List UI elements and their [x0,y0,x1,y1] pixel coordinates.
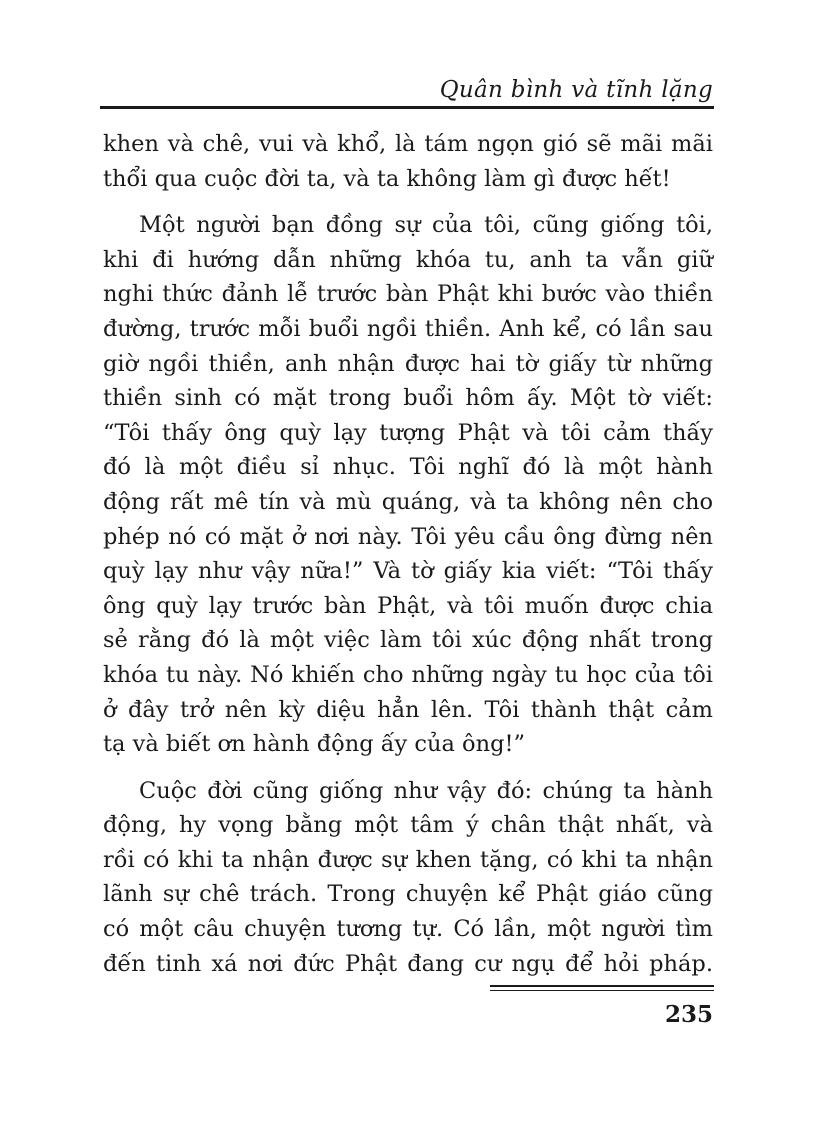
text-line: đó là một điều sỉ nhục. Tôi nghĩ đó là một hành [103,454,713,481]
text-line: ông quỳ lạy trước bàn Phật, và tôi muốn được chia [103,592,713,619]
text-line: quỳ lạy như vậy nữa!” Và tờ giấy kia viết: “Tôi thấy [103,558,713,585]
text-line: Cuộc đời cũng giống như vậy đó: chúng ta hành [139,777,713,804]
footer-rule [490,985,714,991]
text-line: khen và chê, vui và khổ, là tám ngọn gió sẽ mãi mãi [103,131,713,157]
header-rule [100,106,714,109]
text-line: giờ ngồi thiền, anh nhận được hai tờ giấy từ những [103,350,713,377]
text-line: rồi có khi ta nhận được sự khen tặng, có khi ta nhận [103,846,713,873]
text-line: đường, trước mỗi buổi ngồi thiền. Anh kể, có lần sau [103,315,713,342]
text-line: khóa tu này. Nó khiến cho những ngày tu học của tôi [103,661,713,688]
text-line: khi đi hướng dẫn những khóa tu, anh ta vẫn giữ [103,246,713,273]
text-line: thiền sinh có mặt trong buổi hôm ấy. Một tờ viết: [103,385,713,412]
text-line: lãnh sự chê trách. Trong chuyện kể Phật giáo cũng [103,881,713,908]
text-line: động, hy vọng bằng một tâm ý chân thật nhất, và [103,812,713,839]
paragraph-2 [103,208,713,762]
running-header-title: Quân bình và tĩnh lặng [439,77,713,103]
text-line: đến tinh xá nơi đức Phật đang cư ngụ để hỏi pháp. [103,950,713,977]
text-line: thổi qua cuộc đời ta, và ta không làm gì được hết! [103,165,671,192]
footer-rule-thick [490,985,714,987]
text-line: nghi thức đảnh lễ trước bàn Phật khi bước vào thiền [103,281,713,308]
text-line: động rất mê tín và mù quáng, và ta không nên cho [103,488,713,515]
text-line: “Tôi thấy ông quỳ lạy tượng Phật và tôi cảm thấy [103,419,713,446]
text-line: có một câu chuyện tương tự. Có lần, một người tìm [103,916,713,943]
text-line: Một người bạn đồng sự của tôi, cũng giống tôi, [139,212,713,239]
footer-rule-thin [490,990,714,991]
paragraph-1 [103,127,713,196]
text-line: ở đây trở nên kỳ diệu hẳn lên. Tôi thành thật cảm [103,696,713,723]
text-line: phép nó có mặt ở nơi này. Tôi yêu cầu ông đừng nên [103,523,713,550]
text-line: sẻ rằng đó là một việc làm tôi xúc động nhất trong [103,627,713,654]
page-body [103,127,713,993]
paragraph-3 [103,774,713,982]
text-line: tạ và biết ơn hành động ấy của ông!” [103,731,526,758]
page-number: 235 [664,1001,713,1028]
